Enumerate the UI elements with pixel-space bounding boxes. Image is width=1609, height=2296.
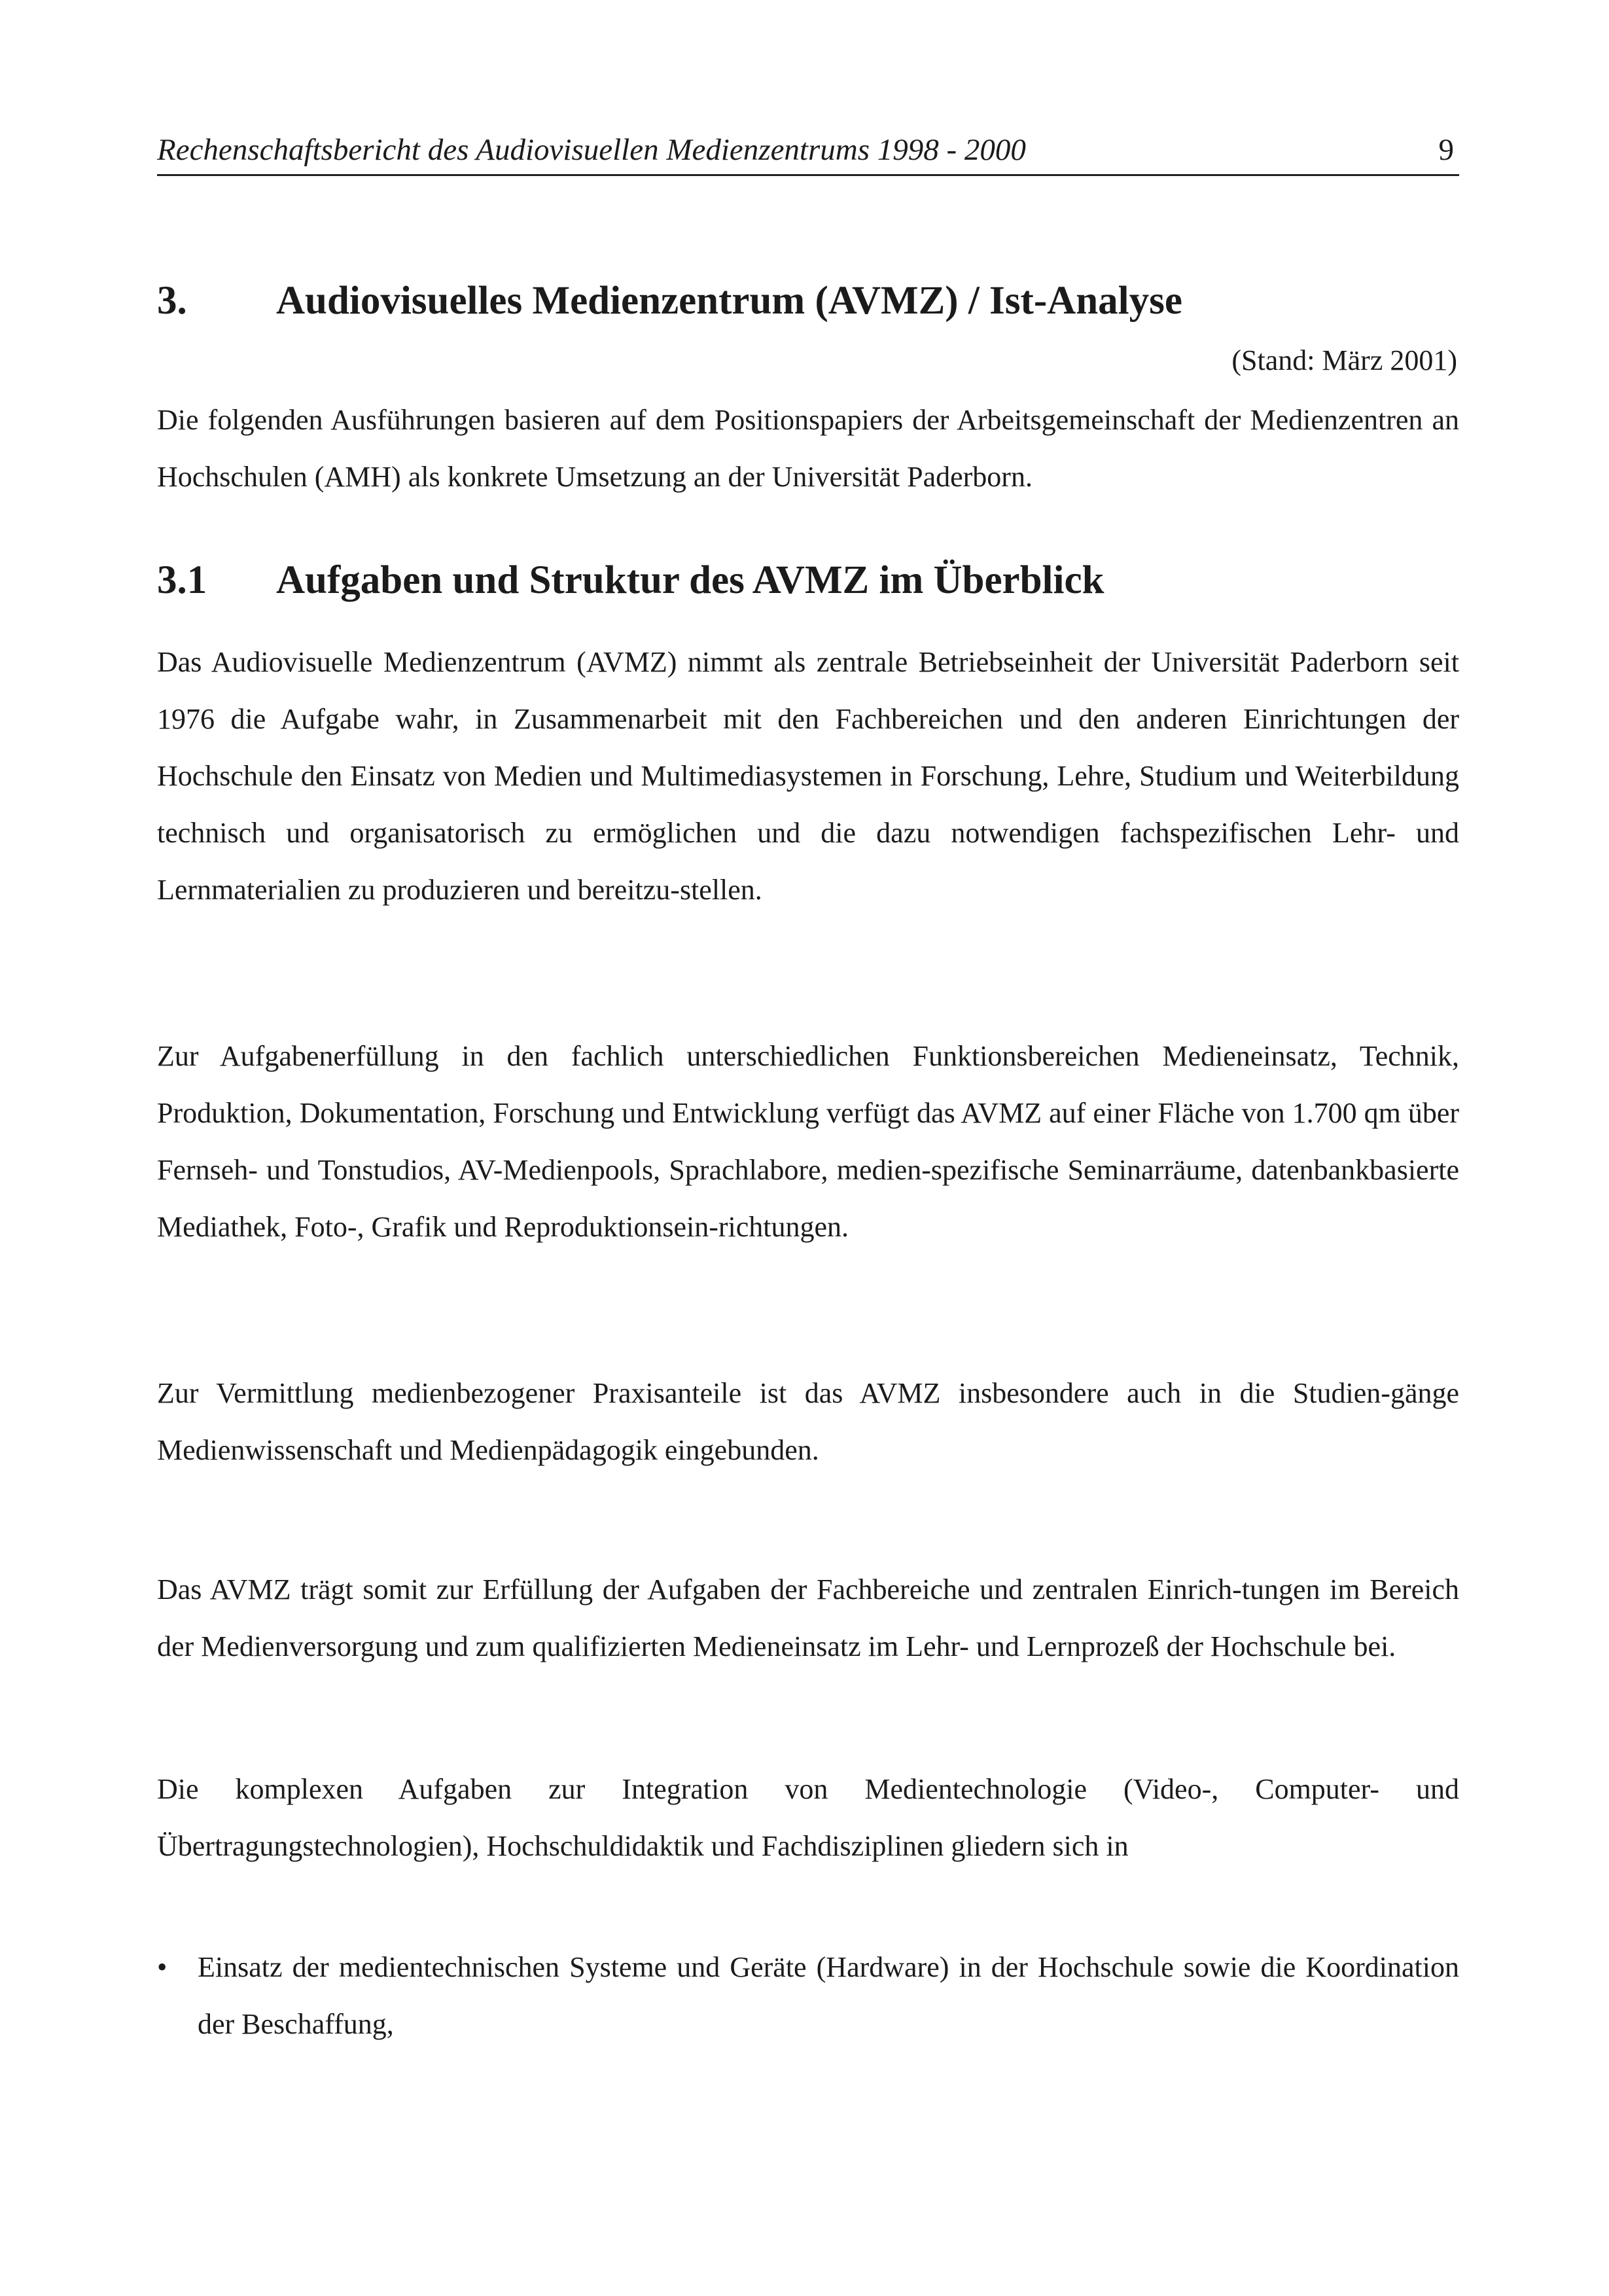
list-item — [157, 1939, 1459, 2053]
paragraph: Die komplexen Aufgaben zur Integration von Medientechnologie (Video-, Computer- und Übertragungstechnologien), Hochschuldidaktik und Fachdisziplinen gliedern sich in — [157, 1773, 1459, 1862]
paragraph: Das Audiovisuelle Medienzentrum (AVMZ) nimmt als zentrale Betriebseinheit der Universität Paderborn seit 1976 die Aufgabe wahr, in Zusammenarbeit mit den Fachbereichen und den anderen Einrichtungen der Hochschule den Einsatz von Medien und Multimediasystemen in Forschung, Lehre, Studium und Weiterbildung technisch und organisatorisch zu ermöglichen und die dazu notwendigen fachspezifischen Lehr- und Lernmaterialien zu produzieren und bereitzu-stellen. — [157, 646, 1459, 906]
bullet-icon: • — [157, 1951, 168, 1983]
task-bullet-list — [157, 1939, 1459, 2053]
section-3-number: 3. — [157, 279, 187, 323]
section-3-1-heading — [157, 558, 1459, 610]
section-3-heading — [157, 278, 1459, 331]
paragraph: Zur Aufgabenerfüllung in den fachlich unterschiedlichen Funktionsbereichen Medieneinsatz, Technik, Produktion, Dokumentation, Forschung und Entwicklung verfügt das AVMZ auf einer Fläche von 1.700 qm über Fernseh- und Tonstudios, AV-Medienpools, Sprachlabore, medien-spezifische Seminarräume, datenbankbasierte Mediathek, Foto-, Grafik und Reproduktionsein-richtungen. — [157, 1040, 1459, 1243]
paragraph: Das AVMZ trägt somit zur Erfüllung der Aufgaben der Fachbereiche und zentralen Einrich-tungen im Bereich der Medienversorgung und zum qualifizierten Medieneinsatz im Lehr- und Lernprozeß der Hochschule bei. — [157, 1573, 1459, 1662]
running-title: Rechenschaftsbericht des Audiovisuellen Medienzentrums 1998 - 2000 — [157, 133, 1026, 167]
list-item-text: Einsatz der medientechnischen Systeme und Geräte (Hardware) in der Hochschule sowie die Koordination der Beschaffung, — [198, 1951, 1459, 2040]
section-3-intro-paragraph: Die folgenden Ausführungen basieren auf dem Positionspapiers der Arbeitsgemeinschaft der Medienzentren an Hochschulen (AMH) als konkrete Umsetzung an der Universität Paderborn. — [157, 404, 1459, 493]
stand-date-note: (Stand: März 2001) — [1231, 344, 1457, 376]
page-number: 9 — [1438, 133, 1454, 167]
running-header — [157, 128, 1459, 176]
section-3-1-title: Aufgaben und Struktur des AVMZ im Überblick — [276, 558, 1105, 602]
section-3-1-number: 3.1 — [157, 558, 207, 602]
paragraph: Zur Vermittlung medienbezogener Praxisanteile ist das AVMZ insbesondere auch in die Studien-gänge Medienwissenschaft und Medienpädagogik eingebunden. — [157, 1377, 1459, 1466]
section-3-title: Audiovisuelles Medienzentrum (AVMZ) / Ist-Analyse — [276, 279, 1182, 323]
